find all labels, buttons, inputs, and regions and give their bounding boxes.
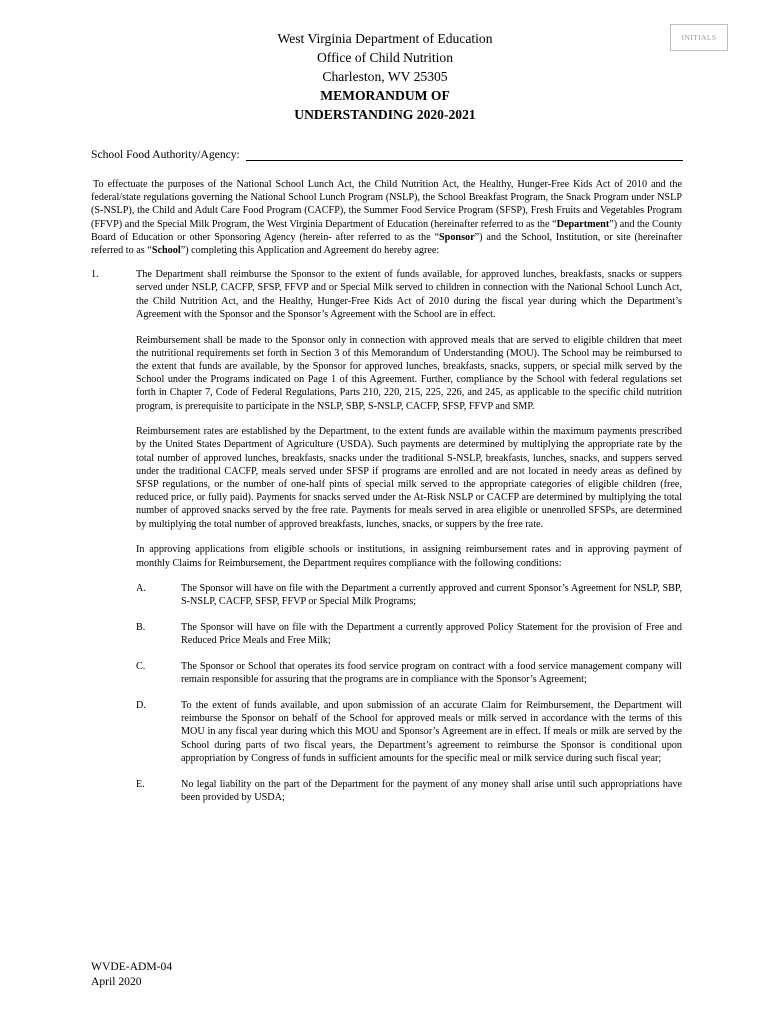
condition-text: The Sponsor or School that operates its food service program on contract with a food service management company will remain responsible for assuring that the programs are in compliance with the Sponsor’s Agreement; [181, 661, 682, 686]
condition-text: The Sponsor will have on file with the Department a currently approved Policy Statement for the provision of Free and Reduced Price Meals and Free Milk; [181, 622, 682, 647]
condition-text: The Sponsor will have on file with the Department a currently approved and current Sponsor’s Agreement for NSLP, SBP, S-NSLP, CACFP, SFSP, FFVP or Special Milk Programs; [181, 583, 682, 608]
sfa-label: School Food Authority/Agency: [91, 148, 240, 161]
sponsor-term: Sponsor [438, 231, 475, 243]
initials-label: INITIALS [681, 33, 717, 42]
section-content [136, 268, 682, 816]
section-item-1 [91, 268, 682, 816]
condition-letter: B. [136, 622, 146, 634]
condition-item-a [136, 582, 682, 608]
document-title-line2: UNDERSTANDING 2020-2021 [294, 107, 476, 122]
condition-item-c [136, 660, 682, 686]
intro-paragraph: To effectuate the purposes of the National School Lunch Act, the Child Nutrition Act, the Healthy, Hunger-Free Kids Act of 2010 and the federal/state regulations governing the National School Lunch Program (NSLP), the School Breakfast Program, the Snack Program under NSLP (S-NSLP), the Child and Adult Care Food Program (CACFP), the Summer Food Service Program (SFSP), Fresh Fruits and Vegetables Program (FFVP) and the Special Milk Program, the West Virginia Department of Education (hereinafter referred to as the “Department”) and the County Board of Education or other Sponsoring Agency (herein- after referred to as the “Sponsor”) and the School, Institution, or site (hereinafter referred to as “School”) completing this Application and Agreement do hereby agree: [91, 179, 682, 257]
document-body [91, 178, 682, 816]
condition-letter: D. [136, 700, 146, 711]
section-number: 1. [91, 269, 99, 281]
condition-item-b [136, 621, 682, 647]
section-paragraph: Reimbursement shall be made to the Sponsor only in connection with approved meals that are served to eligible children that meet the nutritional requirements set forth in Section 3 of this Memorandum of Understanding (MOU). The School may be reimbursed to the extent that funds are available, by the Sponsor for approved lunches, breakfasts, snacks, suppers, or special milk served by the School under the Programs indicated on Page 1 of this Agreement. Further, compliance by the School with federal regulations set forth in Chapter 7, Code of Federal Regulations, Parts 210, 220, 215, 225, 226, and 245, as applicable to the specific child nutrition program, is prerequisite to participate in the NSLP, SBP, S-NSLP, CACFP, SFSP, FFVP and SMP. [136, 334, 682, 412]
condition-text: To the extent of funds available, and upon submission of an accurate Claim for Reimbursement, the Department will reimburse the Sponsor on behalf of the School for approved meals or milk served in accordance with the terms of this MOU in any fiscal year during which this MOU and Sponsor’s Agreement are in effect. If meals or milk are served by the School during parts of two fiscal years, the Department’s agreement to reimburse the Sponsor is conditional upon appropriation by Congress of funds in sufficient amounts for the specific meal or milk service during such fiscal year; [181, 700, 682, 764]
condition-letter: C. [136, 661, 146, 673]
initials-box[interactable] [670, 24, 728, 51]
form-id: WVDE-ADM-04 [91, 960, 173, 973]
sfa-field [91, 148, 683, 161]
header-address: Charleston, WV 25305 [322, 69, 448, 84]
condition-item-e [136, 778, 682, 804]
document-header [190, 29, 580, 124]
department-term: Department [556, 218, 610, 230]
section-paragraph: In approving applications from eligible schools or institutions, in assigning reimbursement rates and in approving payment of monthly Claims for Reimbursement, the Department requires compliance with the following conditions: [136, 544, 682, 569]
sfa-input-line[interactable] [246, 148, 683, 161]
condition-item-d [136, 699, 682, 765]
school-term: School [151, 245, 181, 257]
condition-text: No legal liability on the part of the Department for the payment of any money shall arise until such appropriations have been provided by USDA; [181, 778, 682, 803]
section-paragraph: Reimbursement rates are established by the Department, to the extent funds are available within the maximum payments prescribed by the United States Department of Agriculture (USDA). Such payments are determined by multiplying the appropriate rate by the total number of approved lunches, breakfasts, snacks under the traditional S-NSLP, breakfasts, lunches, snacks, and suppers served under the traditional CACFP, meals served under SFSP if programs are enrolled and are not located in needy areas as defined by SFSP regulations, or the number of one-half pints of special milk served to the appropriate categories of eligible children (free, reduced price, or fully paid). Payments for snacks served under the At-Risk NSLP or CACFP are determined by multiplying the total number of approved snacks served by the free rate. Payments for meals served in area eligible or unenrolled SFSPs, are determined by multiplying the total number of approved breakfasts, lunches, snacks, or suppers by the free rate. [136, 426, 682, 530]
header-office: Office of Child Nutrition [316, 50, 454, 65]
condition-letter: A. [136, 583, 146, 595]
condition-letter: E. [136, 778, 145, 790]
section-paragraph: The Department shall reimburse the Sponsor to the extent of funds available, for approved lunches, breakfasts, snacks or suppers served under NSLP, CACFP, SFSP, FFVP and or Special Milk served to children in connection with the National School Lunch Act, the Child Nutrition Act, and the Healthy, Hunger-Free Kids Act of 2010 during the fiscal year during which the Department’s Agreement with the Sponsor and the Sponsor’s Agreement with the School are in effect. [136, 269, 682, 320]
form-date: April 2020 [91, 975, 142, 988]
header-department: West Virginia Department of Education [277, 31, 493, 46]
document-title-line1: MEMORANDUM OF [320, 88, 450, 103]
document-footer [91, 959, 172, 989]
